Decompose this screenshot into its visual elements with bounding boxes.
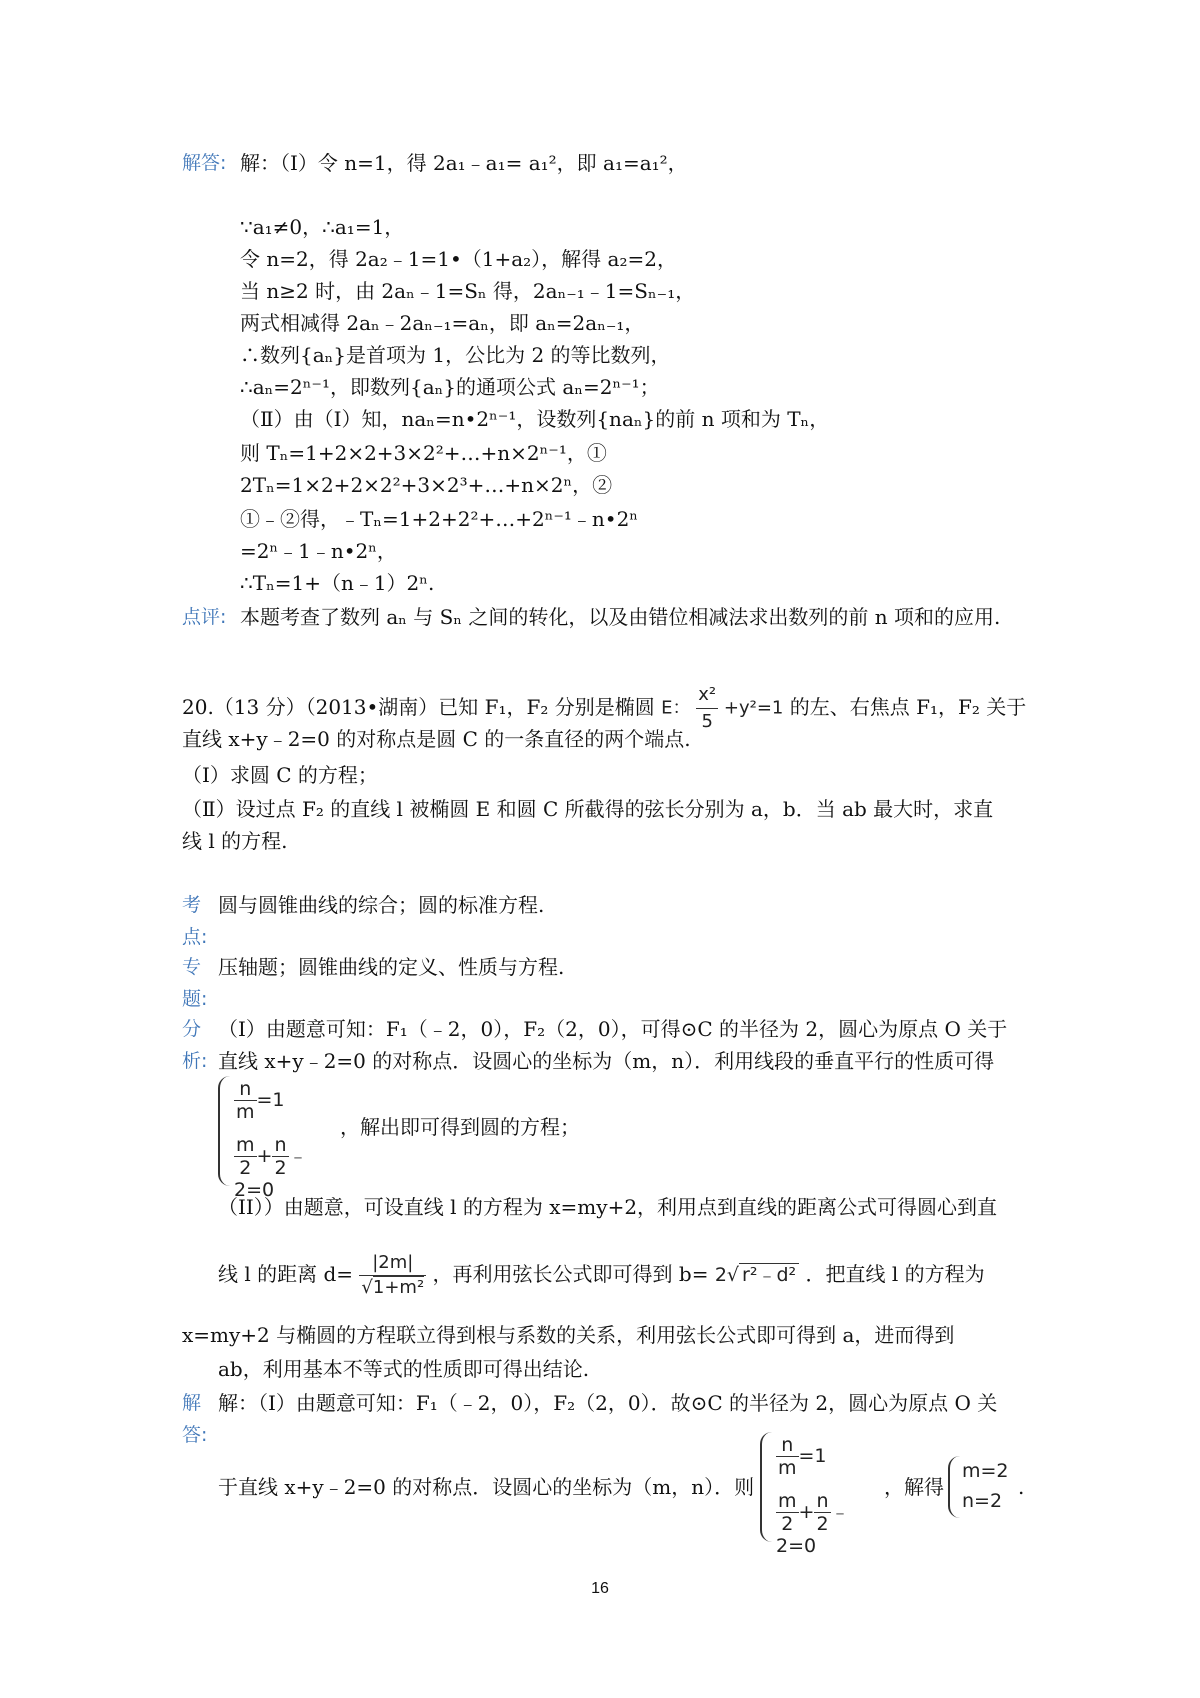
comment-text: 本题考查了数列 aₙ 与 Sₙ 之间的转化，以及由错位相减法求出数列的前 n 项和的应用. <box>240 605 1001 629</box>
fenxi-line-4 <box>218 1244 985 1305</box>
jieda-eq1-den: m <box>778 1457 797 1479</box>
fenxi-label-a: 分 <box>182 1018 202 1040</box>
jieda-eq2-a-den: 2 <box>781 1513 794 1535</box>
jieda-end: . <box>1018 1475 1025 1499</box>
jieda-result-2: n=2 <box>962 1490 1003 1512</box>
solution-label: 解答: <box>182 152 227 174</box>
solution-line-11: ①﹣②得，﹣Tₙ=1+2+2²+…+2ⁿ⁻¹﹣n•2ⁿ <box>240 507 638 531</box>
fenxi-line-2: 直线 x+y﹣2=0 的对称点．设圆心的坐标为（m，n）．利用线段的垂直平行的性质可得 <box>218 1049 995 1073</box>
fenxi-eq2-a-num: m <box>236 1134 255 1156</box>
jieda-eq-1 <box>776 1434 827 1479</box>
solution-line-13: ∴Tₙ=1+（n﹣1）2ⁿ. <box>240 571 435 595</box>
distance-numerator: |2m| <box>359 1251 426 1276</box>
chord-coef: 2 <box>714 1264 727 1286</box>
solution-line-1: 解：（Ⅰ）令 n=1，得 2a₁﹣a₁= a₁²，即 a₁=a₁²， <box>240 151 688 175</box>
ellipse-numerator: x² <box>696 682 718 709</box>
fenxi-line4-a: 线 l 的距离 d= <box>218 1262 354 1286</box>
problem-20-suffix: 的左、右焦点 F₁，F₂ 关于 <box>789 695 1027 719</box>
solution-line-2: ∵a₁≠0，∴a₁=1， <box>240 215 405 239</box>
ellipse-name: E： <box>661 697 691 719</box>
fenxi-eq2-a-den: 2 <box>239 1157 252 1179</box>
fenxi-eq-1 <box>234 1078 285 1123</box>
problem-20-line-2: 直线 x+y﹣2=0 的对称点是圆 C 的一条直径的两个端点. <box>182 727 691 751</box>
fenxi-line-5: x=my+2 与椭圆的方程联立得到根与系数的关系，利用弦长公式即可得到 a，进而得到 <box>182 1323 955 1347</box>
kaodian-label-b: 点: <box>182 926 208 948</box>
solution-line-7: ∴aₙ=2ⁿ⁻¹，即数列{aₙ}的通项公式 aₙ=2ⁿ⁻¹； <box>240 375 660 399</box>
fenxi-eq2-b-num: n <box>272 1134 288 1157</box>
fenxi-line-1: （I）由题意可知：F₁（﹣2，0），F₂（2，0），可得⊙C 的半径为 2，圆心为原点 O 关于 <box>218 1017 1008 1041</box>
problem-20-part-2a: （Ⅱ）设过点 F₂ 的直线 l 被椭圆 E 和圆 C 所截得的弦长分别为 a，b．当 ab 最大时，求直 <box>182 797 994 821</box>
ellipse-denominator: 5 <box>701 711 713 732</box>
jieda-eq1-rhs: =1 <box>798 1445 827 1467</box>
fenxi-eq1-num: n <box>234 1078 257 1101</box>
page-number: 16 <box>591 1580 609 1597</box>
solution-line-3: 令 n=2，得 2a₂﹣1=1•（1+a₂），解得 a₂=2， <box>240 247 677 271</box>
jieda-result-system <box>948 1456 1018 1518</box>
fenxi-eq2-b-den: 2 <box>274 1157 287 1179</box>
problem-20-part-2b: 线 l 的方程. <box>182 829 288 853</box>
jieda-eq-2 <box>776 1490 880 1557</box>
jieda-label-a: 解 <box>182 1392 202 1414</box>
fenxi-eq-2 <box>234 1134 338 1201</box>
fenxi-eq1-den: m <box>236 1101 255 1123</box>
solution-line-8: （Ⅱ）由（Ⅰ）知，naₙ=n•2ⁿ⁻¹，设数列{naₙ}的前 n 项和为 Tₙ， <box>240 407 830 431</box>
jieda-line-1: 解：（I）由题意可知：F₁（﹣2，0），F₂（2，0）．故⊙C 的半径为 2，圆心为原点 O 关 <box>218 1391 998 1415</box>
solution-line-12: =2ⁿ﹣1﹣n•2ⁿ， <box>240 539 397 563</box>
fenxi-eq2-plus: + <box>256 1145 273 1167</box>
fenxi-line4-b: ，再利用弦长公式即可得到 b= <box>432 1262 709 1286</box>
fenxi-after-system: ，解出即可得到圆的方程； <box>340 1115 580 1139</box>
jieda-brace <box>760 1432 772 1542</box>
problem-20-prefix: 20.（13 分）（2013•湖南）已知 F₁，F₂ 分别是椭圆 <box>182 695 655 719</box>
zhuanti-text: 压轴题；圆锥曲线的定义、性质与方程. <box>218 955 565 979</box>
jieda-equation-system <box>760 1432 880 1557</box>
solution-line-5: 两式相减得 2aₙ﹣2aₙ₋₁=aₙ，即 aₙ=2aₙ₋₁， <box>240 311 645 335</box>
jieda-eq1-num: n <box>776 1434 799 1457</box>
solution-line-10: 2Tₙ=1×2+2×2²+3×2³+…+n×2ⁿ，② <box>240 473 613 497</box>
distance-denominator: √1+m² <box>361 1277 425 1298</box>
kaodian-label-a: 考 <box>182 894 202 916</box>
jieda-label-b: 答: <box>182 1424 208 1446</box>
jieda-eq2-a-num: m <box>778 1490 797 1512</box>
comment-label: 点评: <box>182 606 227 628</box>
fenxi-equation-system <box>218 1076 338 1201</box>
jieda-eq2-b-num: n <box>814 1490 830 1513</box>
solution-line-4: 当 n≥2 时，由 2aₙ﹣1=Sₙ 得，2aₙ₋₁﹣1=Sₙ₋₁， <box>240 279 696 303</box>
ellipse-fraction <box>696 682 718 735</box>
fenxi-eq2-rhs: ﹣2=0 <box>234 1145 308 1201</box>
zhuanti-label-a: 专 <box>182 956 202 978</box>
problem-20-part-1: （Ⅰ）求圆 C 的方程； <box>182 763 378 787</box>
fenxi-brace <box>218 1076 230 1186</box>
distance-formula <box>359 1251 426 1300</box>
fenxi-line-6: ab，利用基本不等式的性质即可得出结论. <box>218 1357 590 1381</box>
chord-formula: 2√ r²﹣d² <box>715 1264 799 1286</box>
jieda-after-system: ，解得 <box>884 1475 944 1499</box>
ellipse-rest: +y²=1 <box>723 697 784 719</box>
zhuanti-label-b: 题: <box>182 988 208 1010</box>
fenxi-label-b: 析: <box>182 1050 208 1072</box>
fenxi-line-3: （II））由题意，可设直线 l 的方程为 x=my+2，利用点到直线的距离公式可得圆心到直 <box>218 1195 998 1219</box>
jieda-eq2-plus: + <box>798 1501 815 1523</box>
chord-radicand: r²﹣d² <box>739 1263 799 1286</box>
jieda-eq2-b-den: 2 <box>816 1513 829 1535</box>
kaodian-text: 圆与圆锥曲线的综合；圆的标准方程. <box>218 893 545 917</box>
fenxi-eq1-rhs: =1 <box>256 1089 285 1111</box>
jieda-result-1: m=2 <box>962 1460 1009 1482</box>
solution-line-9: 则 Tₙ=1+2×2+3×2²+…+n×2ⁿ⁻¹，① <box>240 441 607 465</box>
jieda-line-2: 于直线 x+y﹣2=0 的对称点．设圆心的坐标为（m，n）．则 <box>218 1475 755 1499</box>
jieda-result-brace <box>948 1456 960 1518</box>
fenxi-line4-c: ．把直线 l 的方程为 <box>805 1262 985 1286</box>
solution-line-6: ∴数列{aₙ}是首项为 1，公比为 2 的等比数列， <box>240 343 671 367</box>
jieda-eq2-rhs: ﹣2=0 <box>776 1501 850 1557</box>
